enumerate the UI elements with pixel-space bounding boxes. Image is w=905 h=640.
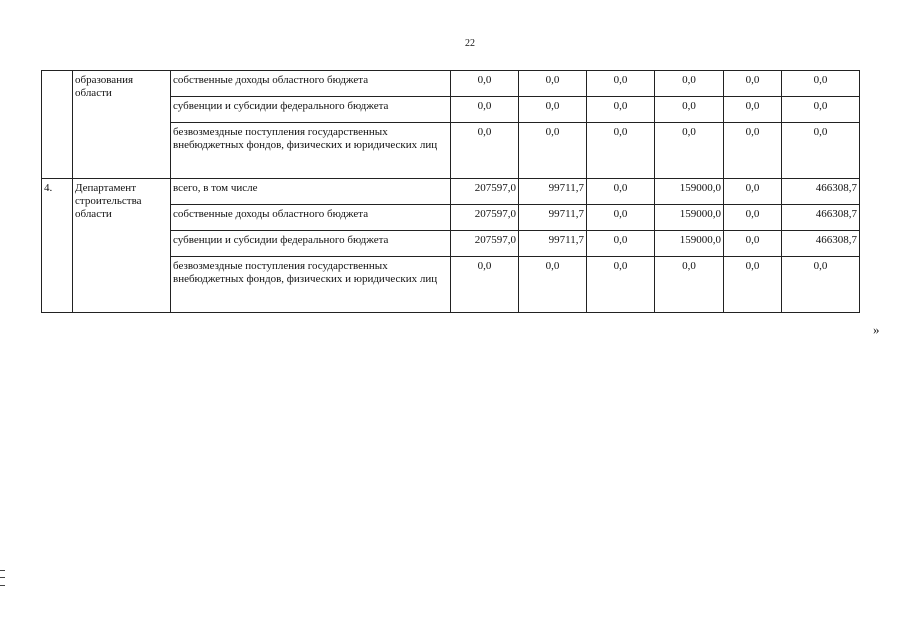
value-cell: 466308,7 <box>782 179 860 205</box>
value-cell: 0,0 <box>724 97 782 123</box>
margin-mark <box>0 570 5 586</box>
value-cell: 159000,0 <box>655 231 724 257</box>
value-cell: 207597,0 <box>451 231 519 257</box>
funding-source-cell: безвозмездные поступления государственных внебюджетных фондов, физических и юридических лиц <box>171 123 451 179</box>
executor-name-cell: Департамент строительства области <box>73 179 171 313</box>
value-cell: 159000,0 <box>655 179 724 205</box>
value-cell: 0,0 <box>655 123 724 179</box>
value-cell: 0,0 <box>451 97 519 123</box>
table-row <box>42 71 860 97</box>
value-cell: 0,0 <box>724 179 782 205</box>
table-row <box>42 179 860 205</box>
value-cell: 207597,0 <box>451 205 519 231</box>
value-cell: 0,0 <box>782 71 860 97</box>
value-cell: 466308,7 <box>782 205 860 231</box>
value-cell: 0,0 <box>587 231 655 257</box>
value-cell: 0,0 <box>782 123 860 179</box>
value-cell: 99711,7 <box>519 205 587 231</box>
value-cell: 0,0 <box>724 123 782 179</box>
value-cell: 0,0 <box>587 97 655 123</box>
funding-source-cell: субвенции и субсидии федерального бюджета <box>171 231 451 257</box>
funding-source-cell: всего, в том числе <box>171 179 451 205</box>
value-cell: 0,0 <box>655 257 724 313</box>
value-cell: 0,0 <box>587 123 655 179</box>
value-cell: 0,0 <box>519 257 587 313</box>
funding-source-cell: субвенции и субсидии федерального бюджета <box>171 97 451 123</box>
value-cell: 0,0 <box>655 71 724 97</box>
value-cell: 99711,7 <box>519 231 587 257</box>
value-cell: 0,0 <box>724 205 782 231</box>
value-cell: 0,0 <box>519 71 587 97</box>
value-cell: 159000,0 <box>655 205 724 231</box>
value-cell: 466308,7 <box>782 231 860 257</box>
value-cell: 0,0 <box>587 71 655 97</box>
row-number-cell <box>42 71 73 179</box>
value-cell: 0,0 <box>724 257 782 313</box>
value-cell: 99711,7 <box>519 179 587 205</box>
executor-name-cell: образования области <box>73 71 171 179</box>
funding-source-cell: собственные доходы областного бюджета <box>171 205 451 231</box>
value-cell: 0,0 <box>587 205 655 231</box>
value-cell: 0,0 <box>451 123 519 179</box>
funding-source-cell: безвозмездные поступления государственных внебюджетных фондов, физических и юридических лиц <box>171 257 451 313</box>
value-cell: 0,0 <box>519 97 587 123</box>
value-cell: 0,0 <box>782 97 860 123</box>
value-cell: 0,0 <box>724 71 782 97</box>
closing-quote: » <box>873 322 880 337</box>
value-cell: 0,0 <box>724 231 782 257</box>
value-cell: 207597,0 <box>451 179 519 205</box>
value-cell: 0,0 <box>655 97 724 123</box>
budget-table <box>41 70 860 313</box>
value-cell: 0,0 <box>782 257 860 313</box>
value-cell: 0,0 <box>587 257 655 313</box>
row-number-cell: 4. <box>42 179 73 313</box>
page-number: 22 <box>465 38 475 49</box>
funding-source-cell: собственные доходы областного бюджета <box>171 71 451 97</box>
value-cell: 0,0 <box>587 179 655 205</box>
value-cell: 0,0 <box>519 123 587 179</box>
value-cell: 0,0 <box>451 257 519 313</box>
value-cell: 0,0 <box>451 71 519 97</box>
